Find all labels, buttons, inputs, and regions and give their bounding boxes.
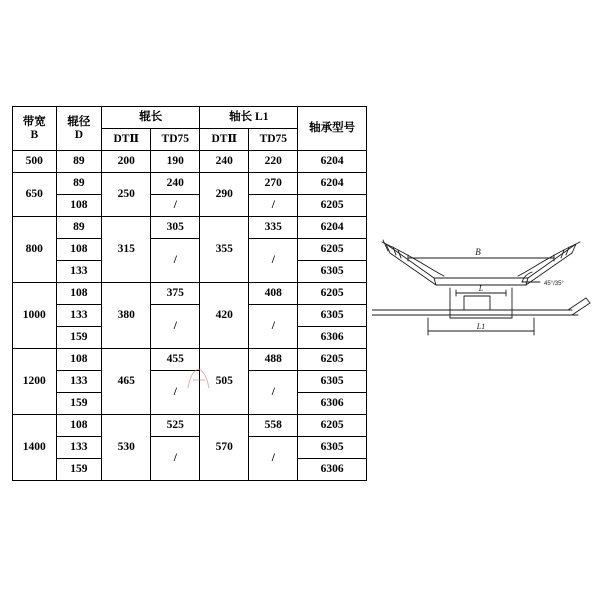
label-b: B: [475, 247, 481, 257]
belt-left-curve: [386, 244, 444, 276]
cell-axle-dt2: 355: [200, 217, 249, 283]
cell-roller-diameter: 89: [56, 217, 102, 239]
label-l1: L1: [476, 322, 486, 331]
table-header-row-1: [13, 107, 367, 129]
belt-right-curve: [518, 244, 576, 276]
header-axle-length: 轴长 L1: [200, 107, 298, 129]
cell-trough-td75: /: [151, 305, 200, 349]
cell-roller-diameter: 89: [56, 173, 102, 195]
cell-bearing: 6305: [298, 371, 367, 393]
cell-trough-td75: /: [151, 239, 200, 283]
cell-axle-td75: /: [249, 195, 298, 217]
header-trough-dt2: DTⅡ: [102, 129, 151, 151]
cell-bearing: 6205: [298, 283, 367, 305]
cell-bearing: 6204: [298, 151, 367, 173]
cell-axle-td75: /: [249, 239, 298, 283]
cell-axle-td75: 488: [249, 349, 298, 371]
cell-bearing: 6205: [298, 349, 367, 371]
cell-bearing: 6204: [298, 217, 367, 239]
header-axle-dt2: DTⅡ: [200, 129, 249, 151]
cell-roller-diameter: 159: [56, 327, 102, 349]
right-shaft-stub: [576, 242, 580, 244]
cell-roller-diameter: 108: [56, 415, 102, 437]
cell-band-width: 1000: [13, 283, 57, 349]
cell-trough-td75: 190: [151, 151, 200, 173]
cell-axle-td75: /: [249, 437, 298, 481]
table-row: [13, 195, 367, 217]
cell-bearing: 6204: [298, 173, 367, 195]
cell-bearing: 6305: [298, 261, 367, 283]
right-roller-top-edge: [528, 244, 576, 278]
table-row: [13, 217, 367, 239]
table-body: [13, 151, 367, 481]
cell-axle-dt2: 505: [200, 349, 249, 415]
cell-roller-diameter: 108: [56, 239, 102, 261]
cell-axle-td75: 270: [249, 173, 298, 195]
cell-trough-td75: 240: [151, 173, 200, 195]
cell-axle-td75: 558: [249, 415, 298, 437]
table-row: [13, 415, 367, 437]
cell-axle-td75: 408: [249, 283, 298, 305]
cell-bearing: 6306: [298, 459, 367, 481]
cell-band-width: 1400: [13, 415, 57, 481]
cell-trough-dt2: 380: [102, 283, 151, 349]
cell-roller-diameter: 108: [56, 195, 102, 217]
bearing-housing-box: [464, 296, 490, 310]
cell-axle-dt2: 420: [200, 283, 249, 349]
cell-axle-td75: /: [249, 371, 298, 415]
table-row: [13, 173, 367, 195]
cell-bearing: 6306: [298, 327, 367, 349]
cell-roller-diameter: 133: [56, 261, 102, 283]
header-roller-diameter: [56, 107, 102, 151]
stringer-right-cap: [586, 298, 590, 303]
cell-roller-diameter: 108: [56, 349, 102, 371]
table-row: [13, 437, 367, 459]
header-trough-td75: TD75: [151, 129, 200, 151]
idler-assembly-svg: [372, 222, 594, 346]
cell-trough-td75: 455: [151, 349, 200, 371]
header-roller-diameter-cjk: 辊径: [67, 116, 91, 129]
cell-trough-dt2: 250: [102, 173, 151, 217]
cell-axle-td75: 335: [249, 217, 298, 239]
label-l: L: [478, 284, 484, 293]
left-roller-top-edge: [386, 244, 434, 278]
cell-axle-dt2: 570: [200, 415, 249, 481]
table-row: [13, 283, 367, 305]
cell-axle-dt2: 240: [200, 151, 249, 173]
table-row: [13, 371, 367, 393]
cell-band-width: 500: [13, 151, 57, 173]
cell-roller-diameter: 133: [56, 437, 102, 459]
cell-trough-dt2: 530: [102, 415, 151, 481]
stringer-right-riser: [568, 298, 586, 310]
cell-trough-dt2: 315: [102, 217, 151, 283]
cell-roller-diameter: 133: [56, 305, 102, 327]
table-row: [13, 305, 367, 327]
cell-bearing: 6305: [298, 437, 367, 459]
header-roller-diameter-symbol: D: [74, 128, 84, 141]
cell-roller-diameter: 159: [56, 459, 102, 481]
cell-roller-diameter: 108: [56, 283, 102, 305]
header-band-width: [13, 107, 57, 151]
cell-band-width: 650: [13, 173, 57, 217]
stringer-right-riser-2: [572, 303, 590, 315]
cell-roller-diameter: 89: [56, 151, 102, 173]
cell-axle-td75: /: [249, 305, 298, 349]
cell-trough-td75: /: [151, 437, 200, 481]
header-trough-length: 辊长: [102, 107, 200, 129]
roller-spec-table-container: [12, 106, 367, 481]
cell-trough-dt2: 465: [102, 349, 151, 415]
cell-trough-td75: /: [151, 195, 200, 217]
cell-bearing: 6305: [298, 305, 367, 327]
roller-spec-table: [12, 106, 367, 481]
cell-band-width: 800: [13, 217, 57, 283]
table-row: [13, 239, 367, 261]
header-band-width-symbol: B: [30, 128, 39, 141]
cell-axle-dt2: 290: [200, 173, 249, 217]
cell-bearing: 6306: [298, 393, 367, 415]
cell-axle-td75: 220: [249, 151, 298, 173]
header-band-width-cjk: 带宽: [22, 116, 46, 129]
cell-bearing: 6205: [298, 239, 367, 261]
cell-bearing: 6205: [298, 195, 367, 217]
cell-trough-td75: 375: [151, 283, 200, 305]
cell-roller-diameter: 159: [56, 393, 102, 415]
cell-trough-dt2: 200: [102, 151, 151, 173]
cell-trough-td75: /: [151, 371, 200, 415]
cell-trough-td75: 305: [151, 217, 200, 239]
cell-band-width: 1200: [13, 349, 57, 415]
left-shaft-tick: [383, 240, 388, 251]
table-row: [13, 151, 367, 173]
table-row: [13, 349, 367, 371]
cell-trough-td75: 525: [151, 415, 200, 437]
cell-bearing: 6205: [298, 415, 367, 437]
header-axle-td75: TD75: [249, 129, 298, 151]
label-trough-angle: 45°/35°: [544, 281, 564, 287]
cell-roller-diameter: 133: [56, 371, 102, 393]
trough-idler-drawing: [372, 222, 594, 346]
header-bearing-type: 轴承型号: [298, 107, 367, 151]
